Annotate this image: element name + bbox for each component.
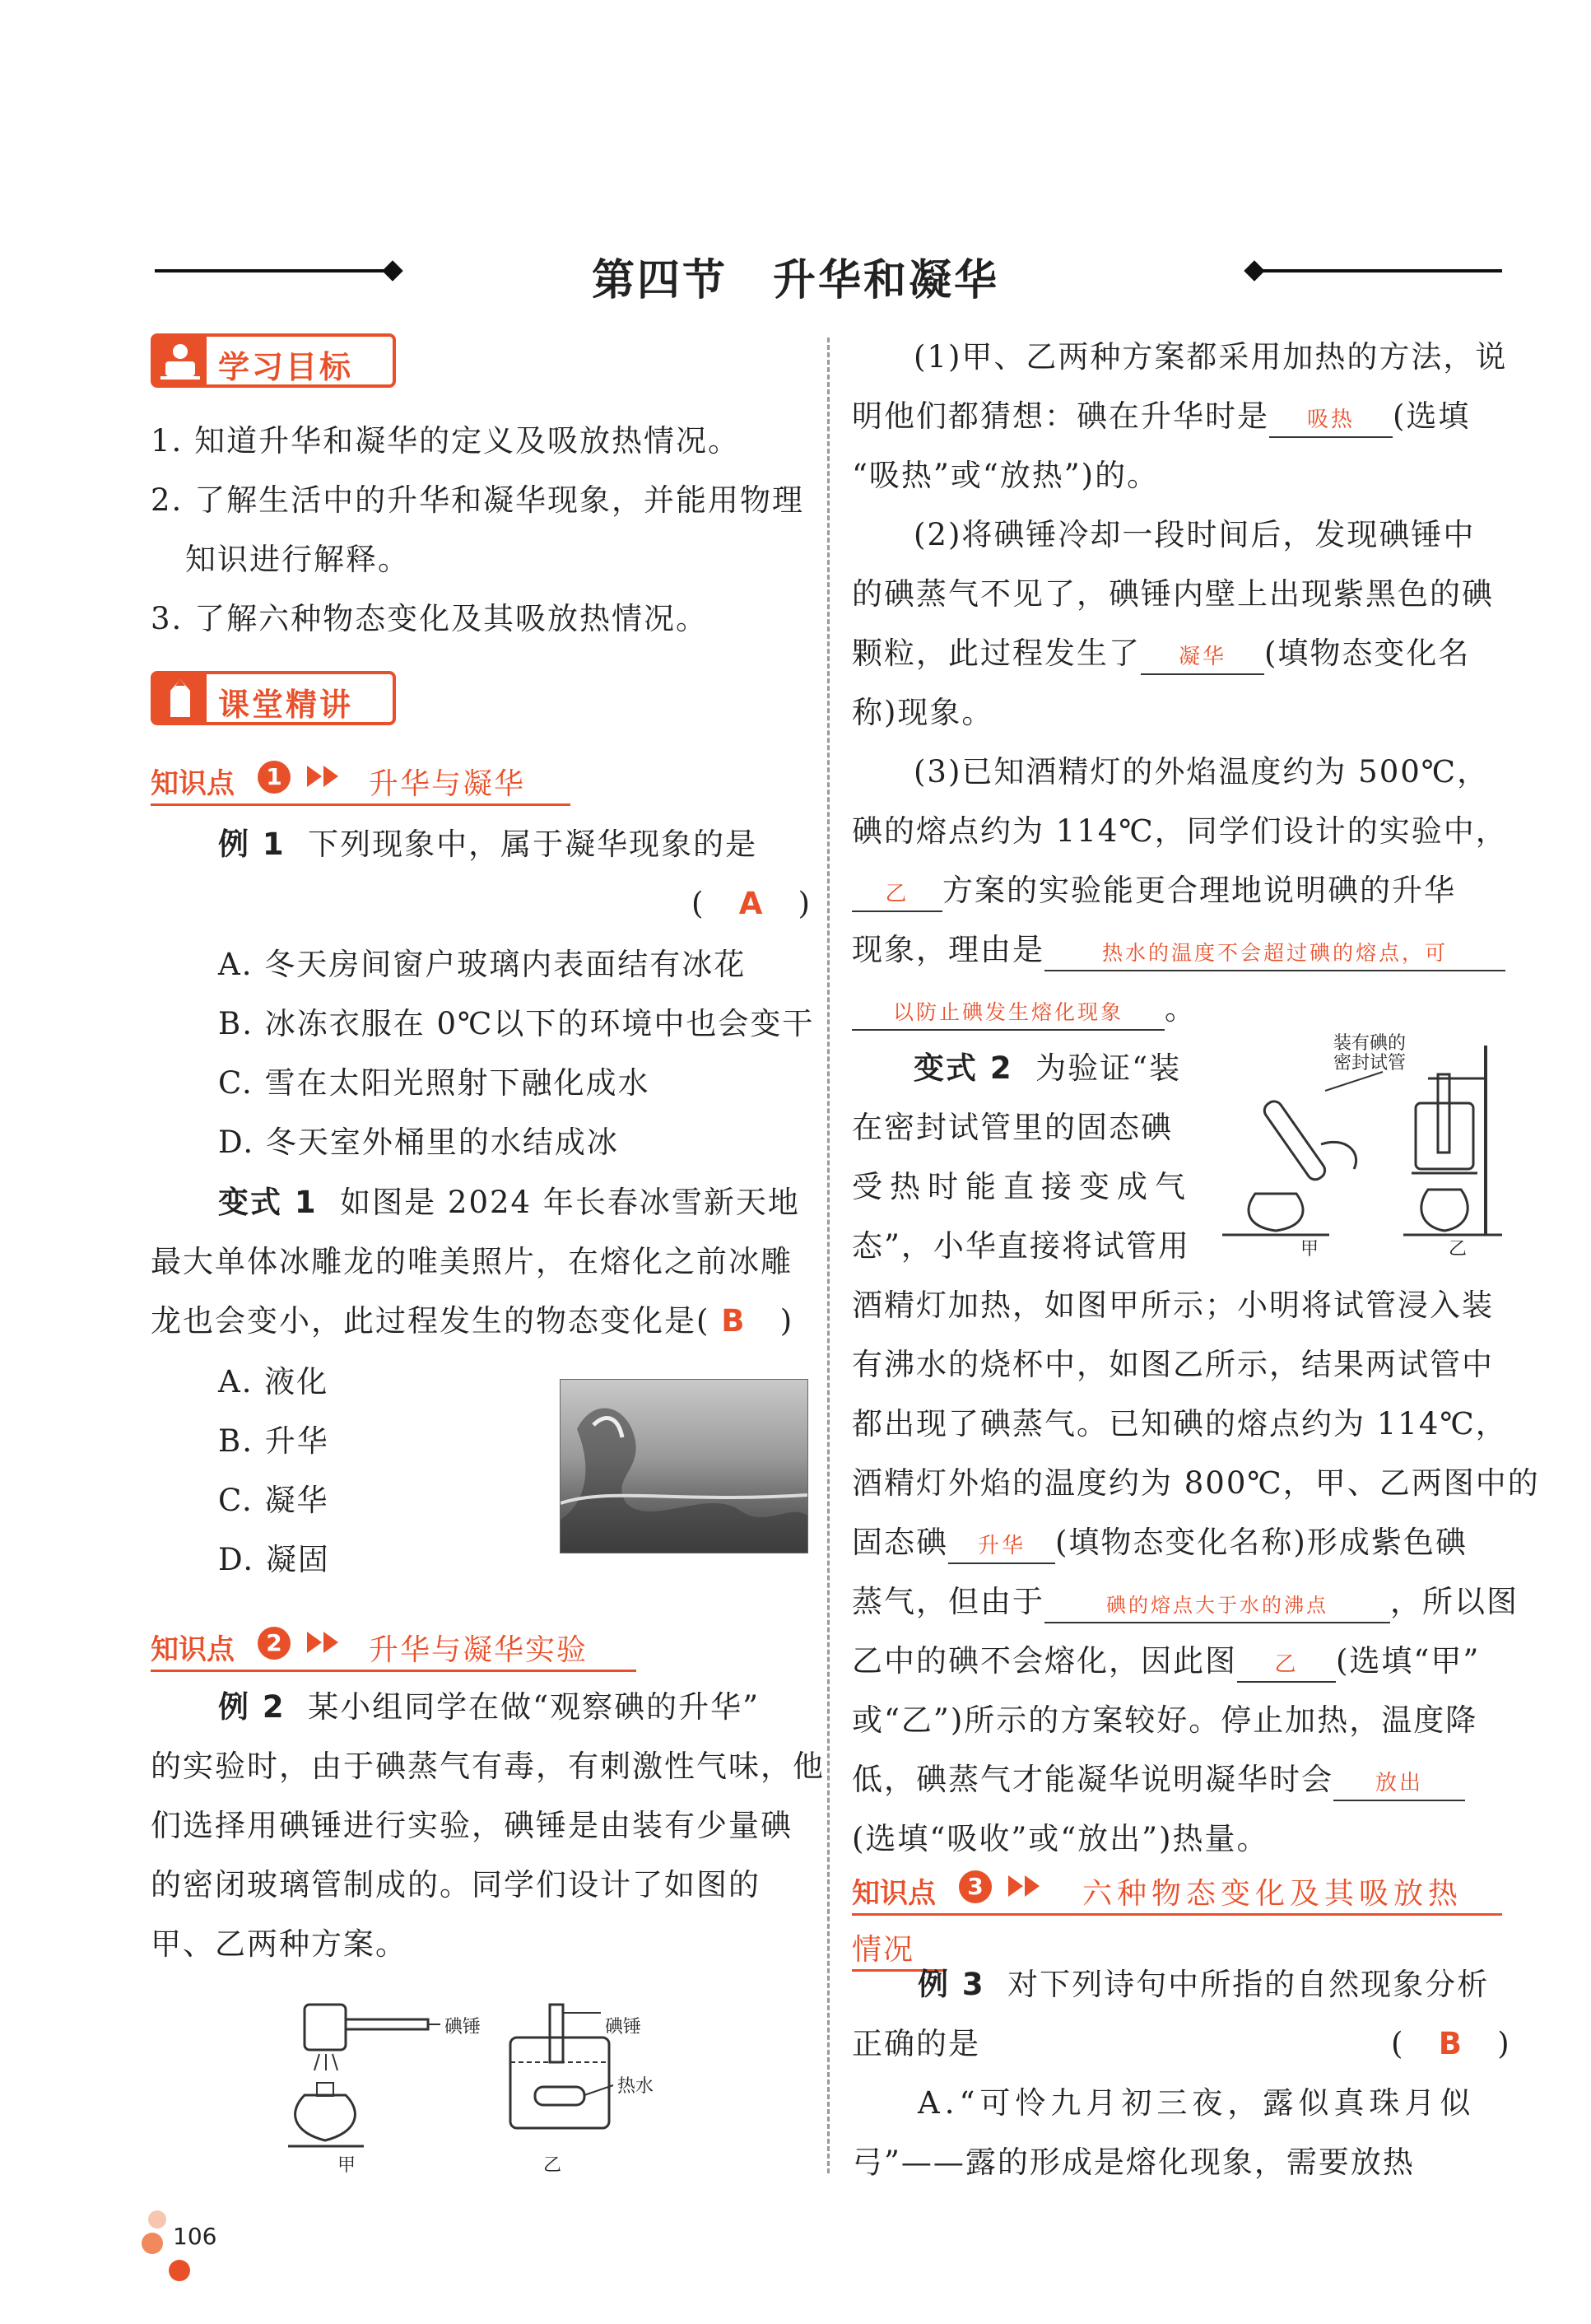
q-text: 乙中的碘不会熔化，因此图: [852, 1643, 1237, 1679]
variant-2-line-10: [852, 1572, 1519, 1632]
option-b: B. 冰冻衣服在 0℃以下的环境中也会变干: [218, 1006, 815, 1041]
decor-dot: [169, 2260, 190, 2281]
kp-number: 2: [258, 1627, 291, 1660]
fill-blank: 乙: [852, 878, 942, 912]
q3-line-3: [852, 861, 1456, 920]
fill-blank: 乙: [1237, 1648, 1336, 1683]
q3-line-1: (3)已知酒精灯的外焰温度约为 500℃，: [914, 754, 1490, 789]
fill-blank: 放出: [1333, 1767, 1465, 1801]
example-1-stem: [218, 815, 757, 874]
q-text: 现象，理由是: [852, 932, 1044, 967]
example-2-line-5: 甲、乙两种方案。: [151, 1926, 407, 1962]
variant-2-line-2: 在密封试管里的固态碘: [852, 1110, 1173, 1145]
variant-1-line-2: 最大单体冰雕龙的唯美照片，在熔化之前冰雕: [151, 1244, 793, 1279]
kp-number: 3: [959, 1870, 992, 1903]
q-text: (填物态变化名称)形成紫色碘: [1055, 1525, 1468, 1560]
option-a: A. 冬天房间窗户玻璃内表面结有冰花: [218, 947, 747, 982]
example-2-line-1: [218, 1678, 760, 1737]
kp-topic: 升华与凝华: [369, 767, 526, 801]
arrow-icon: [307, 1632, 322, 1653]
q-text: 蒸气，但由于: [852, 1584, 1044, 1619]
goal-item-3: 3. 了解六种物态变化及其吸放热情况。: [151, 601, 709, 636]
example-text: 对下列诗句中所指的自然现象分析: [1007, 1967, 1490, 2002]
q-text: 明他们都猜想：碘在升华时是: [852, 398, 1269, 434]
kp-underline: [852, 1913, 1502, 1916]
variant-2-line-13: [852, 1750, 1465, 1809]
variant-option-b: B. 升华: [218, 1423, 329, 1459]
fill-blank: 碘的熔点大于水的沸点: [1044, 1589, 1390, 1623]
lecture-badge: [151, 671, 396, 725]
fig-label-hammer-1: 碘锤: [444, 2017, 481, 2038]
q2-line-4: 称)现象。: [852, 695, 994, 730]
answer-letter: A: [738, 886, 765, 921]
kp-label: 知识点: [852, 1877, 936, 1910]
variant-2-line-14: (选填“吸收”或“放出”)热量。: [852, 1821, 1269, 1856]
example-2-line-2: 的实验时，由于碘蒸气有毒，有刺激性气味，他: [151, 1749, 825, 1784]
knowledge-point-3: [852, 1837, 1502, 1967]
variant-text: 为验证“装: [1035, 1050, 1182, 1086]
fill-blank: 热水的温度不会超过碘的熔点，可: [1044, 937, 1505, 971]
example-2-line-4: 的密闭玻璃管制成的。同学们设计了如图的: [151, 1867, 761, 1903]
example-label: 例 3: [918, 1967, 985, 2002]
arrow-icon: [307, 766, 322, 787]
answer-letter: B: [1438, 2026, 1463, 2061]
fill-blank: 凝华: [1141, 640, 1264, 675]
q3-line-2: 碘的熔点约为 114℃，同学们设计的实验中，: [852, 813, 1508, 849]
variant-1-line-3: 龙也会变小，此过程发生的物态变化是( B ): [151, 1303, 794, 1339]
variant-2-line-8: 酒精灯外焰的温度约为 800℃，甲、乙两图中的: [852, 1465, 1540, 1501]
variant-option-c: C. 凝华: [218, 1483, 329, 1518]
fig-label-sealed-tube-1: 装有碘的: [1333, 1033, 1407, 1054]
example-3-option-a-1: A.“可怜九月初三夜，露似真珠月似: [918, 2085, 1476, 2121]
fill-blank: 升华: [948, 1530, 1055, 1564]
kp-label: 知识点: [151, 1633, 235, 1666]
variant-2-line-3: 受热时能直接变成气: [852, 1169, 1193, 1204]
goal-item-2: 2. 了解生活中的升华和凝华现象，并能用物理: [151, 482, 805, 518]
q-text: 方案的实验能更合理地说明碘的升华: [942, 873, 1456, 908]
variant-label: 变式 2: [914, 1050, 1013, 1086]
kp-number: 1: [258, 761, 291, 794]
example-1-answer-bracket: ( A ): [691, 886, 812, 921]
example-3-line-2: 正确的是: [852, 2026, 980, 2061]
page-number: 106: [173, 2223, 217, 2250]
example-3-line-1: [918, 1955, 1489, 2014]
fig-label-sealed-tube-2: 密封试管: [1333, 1053, 1407, 1074]
q1-line-1: (1)甲、乙两种方案都采用加热的方法，说: [914, 339, 1508, 375]
q3-line-4: [852, 920, 1505, 980]
kp-topic: 升华与凝华实验: [369, 1633, 588, 1667]
column-divider: [827, 338, 830, 2173]
fig-label-water: 热水: [617, 2076, 654, 2097]
q-text: (选填“甲”: [1336, 1643, 1481, 1679]
q2-line-3: [852, 624, 1470, 683]
decor-dot: [148, 2210, 166, 2229]
variant-text: 如图是 2024 年长春冰雪新天地: [340, 1185, 800, 1220]
knowledge-point-2: [151, 1622, 636, 1671]
variant-label: 变式 1: [218, 1185, 318, 1220]
variant-option-d: D. 凝固: [218, 1542, 330, 1577]
fig-label-jia-2: 甲: [1300, 1239, 1319, 1260]
goal-item-1: 1. 知道升华和凝华的定义及吸放热情况。: [151, 423, 741, 459]
variant-2-line-9: [852, 1513, 1468, 1572]
q-text: (填物态变化名: [1264, 636, 1471, 671]
q2-line-2: 的碘蒸气不见了，碘锤内壁上出现紫黑色的碘: [852, 576, 1494, 612]
arrow-icon: [1008, 1875, 1023, 1897]
variant-option-a: A. 液化: [218, 1364, 329, 1400]
sealed-tube-figure: [1222, 1029, 1506, 1260]
fig-label-jia: 甲: [337, 2155, 356, 2176]
kp-underline: [151, 1670, 636, 1672]
variant-2-line-6: 有沸水的烧杯中，如图乙所示，结果两试管中: [852, 1347, 1494, 1382]
kp-label: 知识点: [151, 767, 235, 800]
option-d: D. 冬天室外桶里的水结成冰: [218, 1125, 619, 1160]
lecture-badge-label: 课堂精讲: [218, 687, 354, 723]
decor-dot: [142, 2233, 163, 2254]
fig-label-hammer-2: 碘锤: [605, 2017, 642, 2038]
ice-dragon-photo: [560, 1379, 808, 1553]
variant-2-line-1: [914, 1039, 1181, 1098]
variant-2-line-7: 都出现了碘蒸气。已知碘的熔点约为 114℃，: [852, 1406, 1508, 1441]
page-title: 第四节 升华和凝华: [591, 255, 999, 305]
fill-blank: 吸热: [1269, 403, 1393, 438]
example-3-answer-bracket: ( B ): [1391, 2026, 1511, 2061]
q-text: ，所以图: [1390, 1584, 1519, 1619]
q1-line-2: [852, 387, 1470, 446]
arrow-icon: [323, 1632, 338, 1653]
goals-badge-label: 学习目标: [218, 349, 354, 385]
example-text: 某小组同学在做“观察碘的升华”: [308, 1689, 761, 1725]
variant-text: 龙也会变小，此过程发生的物态变化是(: [151, 1303, 710, 1339]
arrow-icon: [323, 766, 338, 787]
q-text: 颗粒，此过程发生了: [852, 636, 1141, 671]
example-stem-text: 下列现象中，属于凝华现象的是: [308, 827, 758, 862]
teacher-icon: [154, 337, 207, 384]
variant-2-line-5: 酒精灯加热，如图甲所示；小明将试管浸入装: [852, 1288, 1494, 1323]
goal-item-2-cont: 知识进行解释。: [185, 542, 410, 577]
example-3-option-a-2: 弓”——露的形成是熔化现象，需要放热: [852, 2145, 1415, 2180]
kp-topic: 六种物态变化及其吸放热: [1082, 1877, 1463, 1911]
q2-line-1: (2)将碘锤冷却一段时间后，发现碘锤中: [914, 517, 1476, 552]
variant-2-line-4: 态”，小华直接将试管用: [852, 1228, 1190, 1264]
pencil-icon: [154, 674, 207, 722]
answer-letter: B: [721, 1303, 747, 1339]
goals-badge: [151, 333, 396, 388]
option-c: C. 雪在太阳光照射下融化成水: [218, 1065, 650, 1101]
q-text: (选填: [1393, 398, 1471, 434]
q-text: 低，碘蒸气才能凝华说明凝华时会: [852, 1762, 1333, 1797]
fig-label-yi: 乙: [543, 2155, 562, 2176]
q-text: 固态碘: [852, 1525, 948, 1560]
kp-underline: [151, 803, 570, 806]
q-text: 。: [1165, 991, 1197, 1027]
knowledge-point-1: [151, 756, 570, 805]
example-label: 例 2: [218, 1689, 286, 1725]
arrow-icon: [1025, 1875, 1040, 1897]
fig-label-yi-2: 乙: [1449, 1239, 1468, 1260]
q3-line-5: [852, 980, 1197, 1039]
example-2-line-3: 们选择用碘锤进行实验，碘锤是由装有少量碘: [151, 1808, 793, 1843]
example-label: 例 1: [218, 827, 286, 862]
variant-2-line-11: [852, 1632, 1480, 1691]
variant-2-line-12: 或“乙”)所示的方案较好。停止加热，温度降: [852, 1702, 1478, 1738]
iodine-hammer-figure: [272, 1988, 683, 2177]
variant-1-line-1: [218, 1173, 800, 1232]
fill-blank: 以防止碘发生熔化现象: [852, 996, 1165, 1031]
kp-topic-cont: 情况: [852, 1933, 915, 1967]
q1-line-3: “吸热”或“放热”)的。: [852, 458, 1160, 493]
